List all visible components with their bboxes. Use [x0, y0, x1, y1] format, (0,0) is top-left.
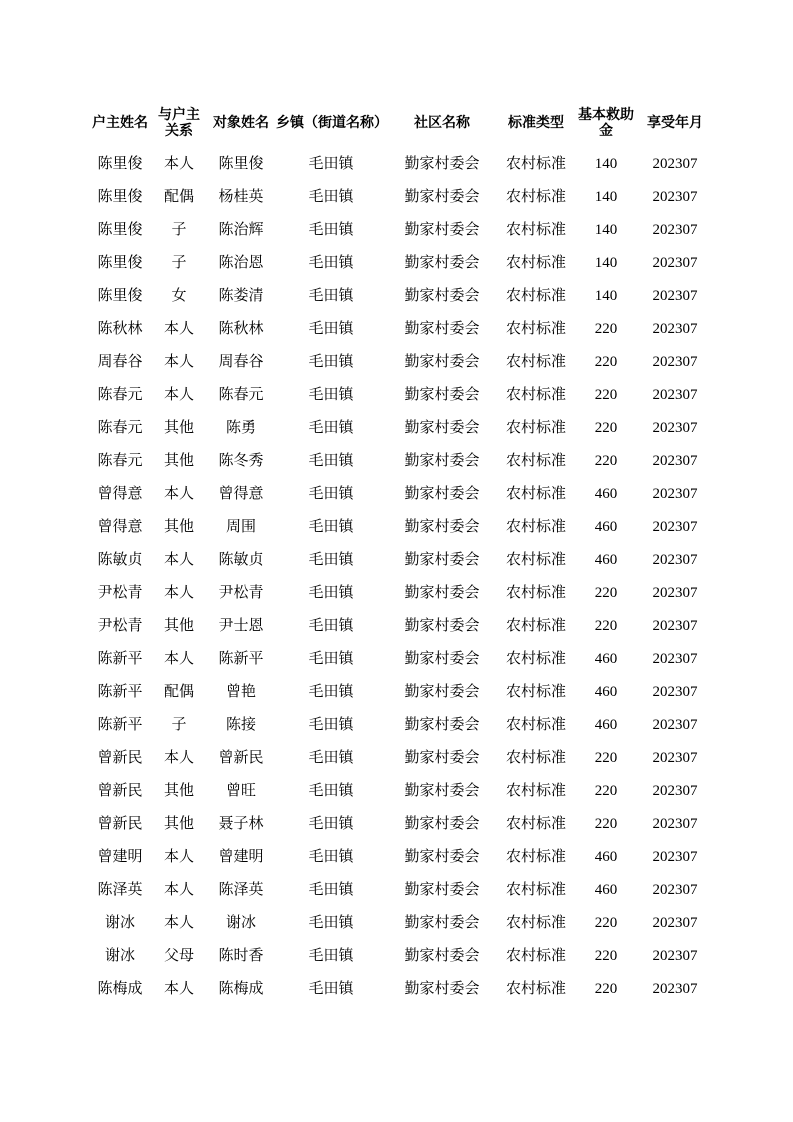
table-cell: 陈里俊 [97, 222, 143, 238]
table-cell: 勤家村委会 [404, 354, 480, 370]
table-cell: 202307 [652, 420, 698, 436]
table-cell: 周春谷 [218, 354, 264, 370]
table-cell: 毛田镇 [308, 948, 354, 964]
table-cell: 陈梅成 [97, 981, 143, 997]
table-cell: 220 [594, 816, 618, 832]
table-row [88, 643, 712, 676]
table-cell: 本人 [163, 849, 194, 865]
table-cell: 毛田镇 [308, 849, 354, 865]
table-cell: 本人 [163, 156, 194, 172]
table-cell: 陈里俊 [97, 255, 143, 271]
table-cell: 其他 [163, 783, 194, 799]
table-cell: 本人 [163, 321, 194, 337]
table-cell: 220 [594, 420, 618, 436]
table-row [88, 742, 712, 775]
table-cell: 农村标准 [505, 453, 566, 469]
table-cell: 勤家村委会 [404, 189, 480, 205]
table-cell: 202307 [652, 684, 698, 700]
table-row [88, 709, 712, 742]
table-cell: 460 [594, 849, 618, 865]
table-cell: 农村标准 [505, 750, 566, 766]
table-cell: 农村标准 [505, 288, 566, 304]
table-row [88, 412, 712, 445]
table-cell: 曾新民 [97, 816, 143, 832]
table-row [88, 478, 712, 511]
table-cell: 农村标准 [505, 519, 566, 535]
table-row [88, 808, 712, 841]
table-body [88, 148, 712, 1006]
table-cell: 陈时香 [218, 948, 264, 964]
table-cell: 勤家村委会 [404, 420, 480, 436]
table-cell: 本人 [163, 981, 194, 997]
table-cell: 农村标准 [505, 222, 566, 238]
table-row [88, 313, 712, 346]
table-cell: 毛田镇 [308, 783, 354, 799]
table-cell: 勤家村委会 [404, 981, 480, 997]
table-cell: 勤家村委会 [404, 882, 480, 898]
table-cell: 农村标准 [505, 486, 566, 502]
table-cell: 毛田镇 [308, 486, 354, 502]
table-cell: 其他 [163, 618, 194, 634]
table-cell: 配偶 [163, 684, 194, 700]
table-row [88, 445, 712, 478]
table-cell: 尹松青 [218, 585, 264, 601]
table-row [88, 148, 712, 181]
table-cell: 毛田镇 [308, 717, 354, 733]
table-cell: 202307 [652, 387, 698, 403]
table-cell: 毛田镇 [308, 981, 354, 997]
table-row [88, 577, 712, 610]
table-cell: 农村标准 [505, 387, 566, 403]
column-header: 基本救助金 [578, 108, 634, 139]
table-cell: 202307 [652, 453, 698, 469]
table-cell: 202307 [652, 519, 698, 535]
table-cell: 子 [171, 222, 187, 238]
table-cell: 460 [594, 651, 618, 667]
table-cell: 460 [594, 882, 618, 898]
table-cell: 陈里俊 [97, 156, 143, 172]
table-cell: 陈春元 [218, 387, 264, 403]
table-cell: 尹松青 [97, 585, 143, 601]
table-cell: 勤家村委会 [404, 552, 480, 568]
table-cell: 陈春元 [97, 453, 143, 469]
table-cell: 勤家村委会 [404, 585, 480, 601]
table-row [88, 907, 712, 940]
table-cell: 220 [594, 981, 618, 997]
table-cell: 毛田镇 [308, 882, 354, 898]
table-cell: 配偶 [163, 189, 194, 205]
table-cell: 140 [594, 189, 618, 205]
table-cell: 220 [594, 387, 618, 403]
table-cell: 220 [594, 618, 618, 634]
table-cell: 陈新平 [97, 717, 143, 733]
table-cell: 毛田镇 [308, 816, 354, 832]
table-row [88, 775, 712, 808]
table-cell: 陈勇 [225, 420, 256, 436]
table-cell: 陈秋林 [97, 321, 143, 337]
table-cell: 202307 [652, 156, 698, 172]
table-row [88, 610, 712, 643]
table-cell: 农村标准 [505, 156, 566, 172]
column-header: 标准类型 [508, 116, 564, 131]
table-row [88, 973, 712, 1006]
table-row [88, 247, 712, 280]
table-cell: 202307 [652, 783, 698, 799]
column-header: 对象姓名 [213, 116, 269, 131]
table-cell: 本人 [163, 486, 194, 502]
table-cell: 农村标准 [505, 816, 566, 832]
table-cell: 勤家村委会 [404, 915, 480, 931]
table-cell: 202307 [652, 948, 698, 964]
subsidy-roster-table [88, 100, 712, 1006]
table-cell: 勤家村委会 [404, 783, 480, 799]
table-cell: 勤家村委会 [404, 717, 480, 733]
table-cell: 毛田镇 [308, 321, 354, 337]
table-cell: 毛田镇 [308, 585, 354, 601]
column-header: 社区名称 [414, 116, 470, 131]
table-cell: 其他 [163, 816, 194, 832]
table-cell: 农村标准 [505, 354, 566, 370]
table-cell: 毛田镇 [308, 288, 354, 304]
table-cell: 140 [594, 156, 618, 172]
table-row [88, 874, 712, 907]
table-cell: 本人 [163, 585, 194, 601]
table-row [88, 841, 712, 874]
table-cell: 勤家村委会 [404, 453, 480, 469]
table-cell: 农村标准 [505, 981, 566, 997]
table-cell: 202307 [652, 222, 698, 238]
table-cell: 其他 [163, 453, 194, 469]
table-cell: 140 [594, 255, 618, 271]
table-cell: 毛田镇 [308, 354, 354, 370]
table-row [88, 280, 712, 313]
table-cell: 本人 [163, 750, 194, 766]
table-cell: 220 [594, 948, 618, 964]
table-row [88, 544, 712, 577]
table-cell: 陈春元 [97, 420, 143, 436]
table-cell: 勤家村委会 [404, 948, 480, 964]
table-cell: 毛田镇 [308, 684, 354, 700]
table-cell: 曾建明 [218, 849, 264, 865]
table-row [88, 676, 712, 709]
table-cell: 140 [594, 288, 618, 304]
table-cell: 202307 [652, 288, 698, 304]
table-cell: 本人 [163, 354, 194, 370]
table-cell: 220 [594, 783, 618, 799]
table-cell: 农村标准 [505, 618, 566, 634]
table-cell: 毛田镇 [308, 222, 354, 238]
table-cell: 220 [594, 915, 618, 931]
table-row [88, 214, 712, 247]
table-cell: 农村标准 [505, 717, 566, 733]
table-cell: 勤家村委会 [404, 486, 480, 502]
table-cell: 本人 [163, 387, 194, 403]
table-cell: 202307 [652, 255, 698, 271]
table-cell: 202307 [652, 915, 698, 931]
table-cell: 聂子林 [218, 816, 264, 832]
table-cell: 202307 [652, 189, 698, 205]
table-cell: 202307 [652, 552, 698, 568]
table-cell: 陈新平 [97, 684, 143, 700]
table-cell: 毛田镇 [308, 750, 354, 766]
table-cell: 毛田镇 [308, 519, 354, 535]
table-cell: 农村标准 [505, 255, 566, 271]
table-cell: 陈冬秀 [218, 453, 264, 469]
table-cell: 父母 [163, 948, 194, 964]
table-cell: 460 [594, 519, 618, 535]
table-cell: 勤家村委会 [404, 816, 480, 832]
table-cell: 460 [594, 717, 618, 733]
table-cell: 毛田镇 [308, 552, 354, 568]
table-cell: 毛田镇 [308, 915, 354, 931]
column-header: 乡镇（街道名称） [276, 116, 388, 131]
table-cell: 202307 [652, 321, 698, 337]
table-cell: 杨桂英 [218, 189, 264, 205]
table-cell: 460 [594, 486, 618, 502]
table-cell: 曾新民 [97, 750, 143, 766]
table-cell: 陈里俊 [218, 156, 264, 172]
table-cell: 220 [594, 750, 618, 766]
table-cell: 周围 [225, 519, 256, 535]
table-row [88, 181, 712, 214]
table-cell: 勤家村委会 [404, 387, 480, 403]
table-cell: 勤家村委会 [404, 156, 480, 172]
column-header: 与户主关系 [158, 108, 200, 139]
table-cell: 农村标准 [505, 321, 566, 337]
table-header-row [88, 100, 712, 148]
table-cell: 202307 [652, 618, 698, 634]
table-cell: 220 [594, 585, 618, 601]
table-cell: 202307 [652, 486, 698, 502]
table-cell: 460 [594, 684, 618, 700]
table-cell: 本人 [163, 651, 194, 667]
table-cell: 曾新民 [97, 783, 143, 799]
table-cell: 陈敏贞 [97, 552, 143, 568]
table-cell: 陈娄清 [218, 288, 264, 304]
table-cell: 220 [594, 354, 618, 370]
table-cell: 勤家村委会 [404, 618, 480, 634]
table-cell: 谢冰 [225, 915, 256, 931]
table-cell: 陈新平 [97, 651, 143, 667]
table-cell: 曾艳 [225, 684, 256, 700]
table-cell: 陈新平 [218, 651, 264, 667]
table-cell: 460 [594, 552, 618, 568]
table-row [88, 511, 712, 544]
table-cell: 勤家村委会 [404, 321, 480, 337]
table-cell: 女 [171, 288, 187, 304]
table-cell: 勤家村委会 [404, 849, 480, 865]
table-cell: 谢冰 [104, 948, 135, 964]
table-cell: 202307 [652, 750, 698, 766]
table-cell: 本人 [163, 882, 194, 898]
table-cell: 毛田镇 [308, 651, 354, 667]
table-cell: 勤家村委会 [404, 255, 480, 271]
table-cell: 曾新民 [218, 750, 264, 766]
table-cell: 陈泽英 [218, 882, 264, 898]
table-cell: 曾得意 [97, 519, 143, 535]
table-cell: 尹松青 [97, 618, 143, 634]
table-cell: 140 [594, 222, 618, 238]
table-cell: 尹士恩 [218, 618, 264, 634]
table-cell: 子 [171, 255, 187, 271]
table-cell: 202307 [652, 585, 698, 601]
table-row [88, 346, 712, 379]
table-cell: 农村标准 [505, 585, 566, 601]
table-cell: 农村标准 [505, 651, 566, 667]
table-cell: 农村标准 [505, 948, 566, 964]
table-cell: 毛田镇 [308, 387, 354, 403]
column-header: 户主姓名 [92, 116, 148, 131]
table-cell: 陈治恩 [218, 255, 264, 271]
table-cell: 202307 [652, 717, 698, 733]
table-cell: 202307 [652, 354, 698, 370]
table-cell: 毛田镇 [308, 618, 354, 634]
table-cell: 勤家村委会 [404, 750, 480, 766]
table-cell: 220 [594, 453, 618, 469]
table-cell: 勤家村委会 [404, 684, 480, 700]
column-header: 享受年月 [647, 116, 703, 131]
table-cell: 谢冰 [104, 915, 135, 931]
table-cell: 陈泽英 [97, 882, 143, 898]
table-cell: 毛田镇 [308, 420, 354, 436]
table-cell: 202307 [652, 882, 698, 898]
table-cell: 曾旺 [225, 783, 256, 799]
table-cell: 其他 [163, 420, 194, 436]
table-cell: 本人 [163, 915, 194, 931]
table-cell: 农村标准 [505, 189, 566, 205]
table-cell: 毛田镇 [308, 255, 354, 271]
table-cell: 本人 [163, 552, 194, 568]
table-cell: 农村标准 [505, 783, 566, 799]
table-cell: 220 [594, 321, 618, 337]
table-cell: 勤家村委会 [404, 651, 480, 667]
table-cell: 陈梅成 [218, 981, 264, 997]
table-cell: 农村标准 [505, 552, 566, 568]
table-cell: 202307 [652, 981, 698, 997]
table-row [88, 379, 712, 412]
table-cell: 农村标准 [505, 849, 566, 865]
table-cell: 陈里俊 [97, 288, 143, 304]
table-row [88, 940, 712, 973]
table-cell: 子 [171, 717, 187, 733]
table-cell: 周春谷 [97, 354, 143, 370]
table-cell: 勤家村委会 [404, 288, 480, 304]
table-cell: 202307 [652, 651, 698, 667]
table-cell: 曾得意 [218, 486, 264, 502]
table-cell: 毛田镇 [308, 453, 354, 469]
table-cell: 农村标准 [505, 882, 566, 898]
table-cell: 农村标准 [505, 684, 566, 700]
table-cell: 曾得意 [97, 486, 143, 502]
table-cell: 农村标准 [505, 915, 566, 931]
table-cell: 农村标准 [505, 420, 566, 436]
table-cell: 其他 [163, 519, 194, 535]
table-cell: 毛田镇 [308, 189, 354, 205]
table-cell: 陈敏贞 [218, 552, 264, 568]
table-cell: 毛田镇 [308, 156, 354, 172]
table-cell: 陈里俊 [97, 189, 143, 205]
table-cell: 勤家村委会 [404, 519, 480, 535]
table-cell: 勤家村委会 [404, 222, 480, 238]
table-cell: 202307 [652, 816, 698, 832]
table-cell: 陈治辉 [218, 222, 264, 238]
table-cell: 陈接 [225, 717, 256, 733]
table-cell: 陈秋林 [218, 321, 264, 337]
table-cell: 陈春元 [97, 387, 143, 403]
table-cell: 202307 [652, 849, 698, 865]
table-cell: 曾建明 [97, 849, 143, 865]
